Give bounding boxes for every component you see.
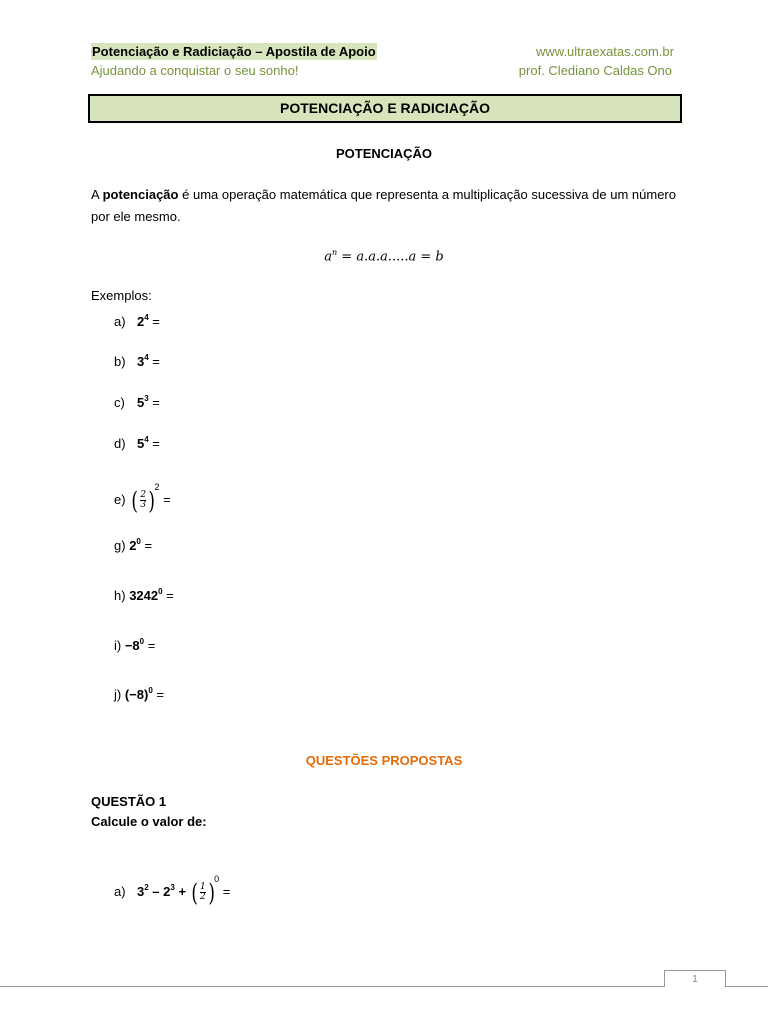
example-item <box>114 633 155 654</box>
example-suffix: = <box>148 395 160 410</box>
example-letter: j) <box>114 687 122 702</box>
example-suffix: = <box>140 538 153 553</box>
intro-text: é uma operação matemática que representa a multiplicação sucessiva de um número por ele mesmo. <box>91 187 676 224</box>
example-suffix: = <box>148 436 160 451</box>
example-letter: h) <box>114 588 126 603</box>
example-base: 3242 <box>129 588 159 603</box>
example-exponent: 4 <box>144 353 149 362</box>
document-title: POTENCIAÇÃO E RADICIAÇÃO <box>88 94 682 123</box>
left-paren: ( <box>131 486 138 515</box>
term1-base: 3 <box>137 884 145 899</box>
example-suffix: = <box>148 314 160 329</box>
fraction-numerator: 1 <box>200 882 206 893</box>
example-exponent: 0 <box>139 637 145 646</box>
header-subtitle: Ajudando a conquistar o seu sonho! <box>91 63 299 78</box>
example-base: 3 <box>137 354 145 369</box>
operator-minus: – <box>148 884 164 899</box>
example-exponent: 3 <box>144 394 149 403</box>
example-base: 2 <box>129 538 137 553</box>
example-exponent: 0 <box>158 587 163 596</box>
left-paren: ( <box>191 878 198 907</box>
page-number: 1 <box>664 970 726 987</box>
term1-exponent: 2 <box>144 883 149 892</box>
term3-exponent: 0 <box>214 874 220 884</box>
example-letter: i) <box>114 638 122 653</box>
example-exponent: 2 <box>154 482 160 492</box>
proposed-questions-heading: QUESTÕES PROPOSTAS <box>305 753 463 768</box>
fraction <box>200 883 206 902</box>
question-item <box>114 864 230 907</box>
fraction <box>140 491 146 510</box>
example-suffix: = <box>144 638 156 653</box>
term2-exponent: 3 <box>170 883 175 892</box>
example-suffix: = <box>162 588 174 603</box>
right-paren: ) <box>208 878 215 907</box>
header-author: prof. Clediano Caldas Ono <box>518 63 672 78</box>
operator-plus: + <box>174 884 190 899</box>
example-letter: d) <box>114 436 126 451</box>
footer-divider <box>0 986 768 987</box>
example-suffix: = <box>159 492 171 507</box>
example-exponent: 0 <box>148 686 153 695</box>
question-item-letter: a) <box>114 884 126 899</box>
example-item <box>114 682 164 703</box>
example-item <box>114 533 152 554</box>
right-paren: ) <box>148 486 156 515</box>
example-item <box>114 472 171 515</box>
example-base: (−8) <box>124 687 149 702</box>
intro-prefix: A <box>91 187 103 202</box>
fraction-denominator: 2 <box>200 892 206 903</box>
header-title: Potenciação e Radiciação – Apostila de Apoio <box>92 44 376 59</box>
example-letter: c) <box>114 395 125 410</box>
examples-label: Exemplos: <box>91 288 152 303</box>
example-base: 5 <box>137 395 145 410</box>
formula-rest: = a.a.a.....a = b <box>337 249 444 265</box>
header-url[interactable]: www.ultraexatas.com.br <box>536 44 674 59</box>
fraction-denominator: 3 <box>140 500 147 511</box>
example-exponent: 4 <box>144 313 149 322</box>
fraction-numerator: 2 <box>140 490 147 501</box>
intro-bold-term: potenciação <box>102 187 179 202</box>
example-letter: e) <box>114 492 126 507</box>
example-item <box>114 390 160 411</box>
example-letter: a) <box>114 314 126 329</box>
example-base: −8 <box>124 638 140 653</box>
formula-base: a <box>324 249 333 265</box>
example-item <box>114 309 160 330</box>
example-base: 5 <box>137 436 145 451</box>
power-formula <box>0 248 768 264</box>
example-base: 2 <box>137 314 145 329</box>
question-item-suffix: = <box>219 884 231 899</box>
term2-base: 2 <box>163 884 171 899</box>
formula-exponent: n <box>332 248 338 257</box>
example-exponent: 4 <box>144 435 149 444</box>
example-item <box>114 431 160 452</box>
example-suffix: = <box>148 354 160 369</box>
example-letter: g) <box>114 538 126 553</box>
question-title: QUESTÃO 1 <box>91 794 167 809</box>
example-exponent: 0 <box>136 537 141 546</box>
example-letter: b) <box>114 354 126 369</box>
intro-paragraph <box>91 184 676 228</box>
example-item <box>114 349 160 370</box>
example-item <box>114 583 174 604</box>
section-heading: POTENCIAÇÃO <box>335 146 433 161</box>
question-prompt: Calcule o valor de: <box>91 814 207 829</box>
example-suffix: = <box>152 687 164 702</box>
